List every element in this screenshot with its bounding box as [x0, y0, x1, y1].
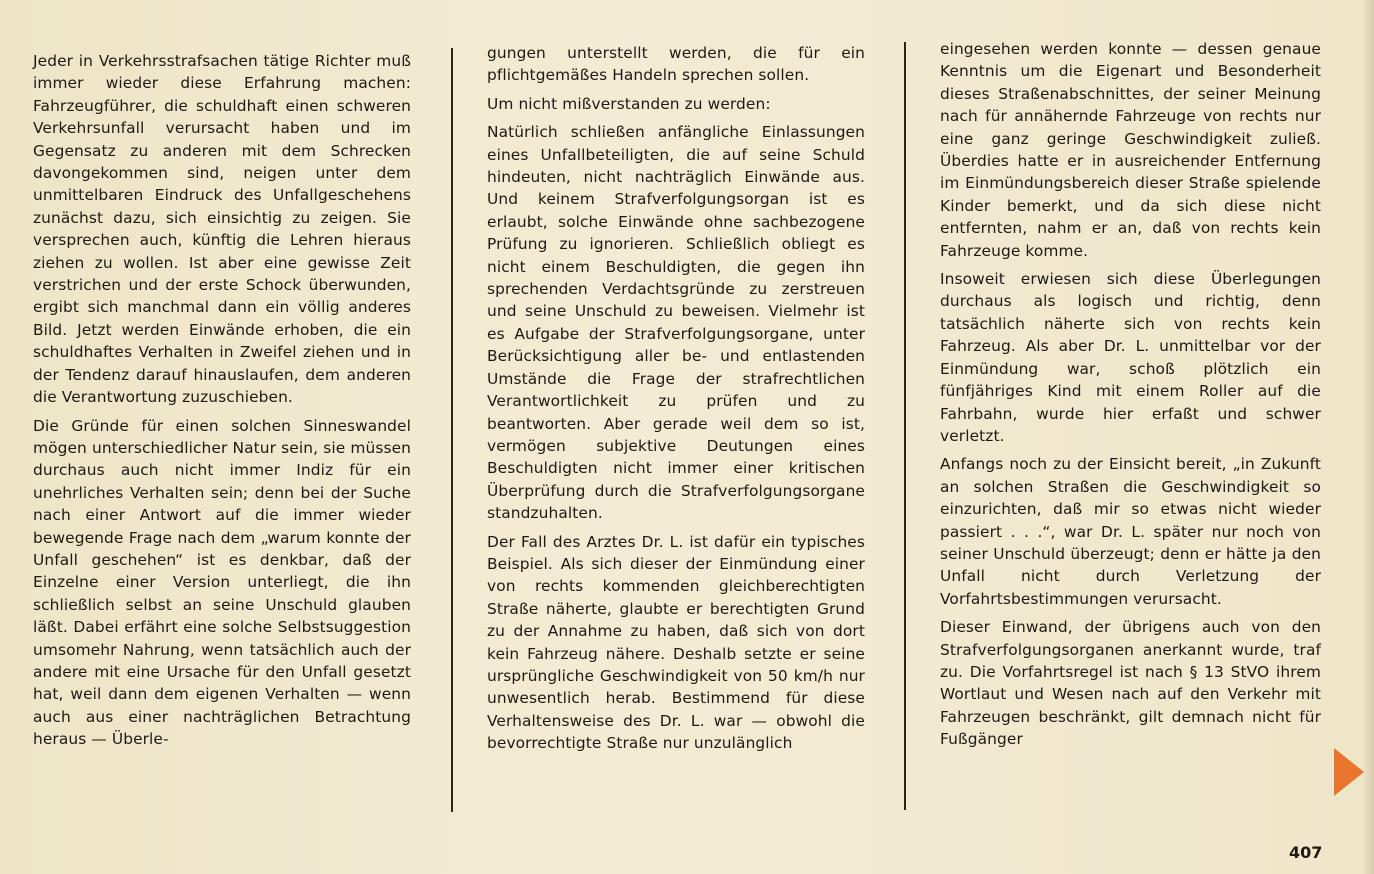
paragraph: Natürlich schließen anfängliche Einlassungen eines Unfallbeteiligten, die auf seine Schuld hindeuten, nicht nachträglich Einwände aus. Und keinem Strafverfolgungsorgan ist es erlaubt, solche Einwände ohne sachbezogene Prüfung zu ignorieren. Schließlich obliegt es nicht einem Beschuldigten, die gegen ihn sprechenden Verdachtsgründe zu zerstreuen und seine Unschuld zu beweisen. Vielmehr ist es Aufgabe der Strafverfolgungsorgane, unter Berücksichtigung aller be- und entlastenden Umstände die Frage der strafrechtlichen Verantwortlichkeit zu prüfen und zu beantworten. Aber gerade weil dem so ist, vermögen subjektive Deutungen eines Beschuldigten nicht immer einer kritischen Überprüfung durch die Strafverfolgungsorgane standzuhalten. — [487, 123, 865, 523]
text-column-1 — [33, 50, 411, 757]
column-divider — [451, 48, 453, 812]
text-column-3 — [940, 38, 1321, 757]
paragraph: Jeder in Verkehrsstrafsachen tätige Richter muß immer wieder diese Erfahrung machen: Fahrzeugführer, die schuldhaft einen schweren Verkehrsunfall verursacht haben und im Gegensatz zu anderen mit dem Schrecken davongekommen sind, neigen unter dem unmittelbaren Eindruck des Unfallgeschehens zunächst dazu, sich einsichtig zu zeigen. Sie versprechen auch, künftig die Lehren hieraus ziehen zu wollen. Ist aber eine gewisse Zeit verstrichen und der erste Schock überwunden, ergibt sich manchmal dann ein völlig anderes Bild. Jetzt werden Einwände erhoben, die ein schuldhaftes Verhalten in Zweifel ziehen und in der Tendenz darauf hinauslaufen, dem anderen die Verantwortung zuzuschieben. — [33, 52, 411, 407]
paragraph: Insoweit erwiesen sich diese Überlegungen durchaus als logisch und richtig, denn tatsächlich näherte sich von rechts kein Fahrzeug. Als aber Dr. L. unmittelbar vor der Einmündung war, schoß plötzlich ein fünfjähriges Kind mit einem Roller auf die Fahrbahn, wurde hier erfaßt und schwer verletzt. — [940, 270, 1321, 445]
page-number: 407 — [1289, 843, 1323, 862]
paragraph: Die Gründe für einen solchen Sinneswandel mögen unterschiedlicher Natur sein, sie müssen durchaus auch nicht immer Indiz für ein unehrliches Verhalten sein; denn bei der Suche nach einer Antwort auf die immer wieder bewegende Frage nach dem „warum konnte der Unfall geschehen“ ist es denkbar, daß der Einzelne einer Version unterliegt, die ihn schließlich selbst an seine Unschuld glauben läßt. Dabei erfährt eine solche Selbstsuggestion umsomehr Nahrung, wenn tatsächlich auch der andere mit eine Ursache für den Unfall gesetzt hat, weil dann dem eigenen Verhalten — wenn auch aus einer nachträglichen Betrachtung heraus — Überle- — [33, 416, 411, 749]
paragraph: Anfangs noch zu der Einsicht bereit, „in Zukunft an solchen Straßen die Geschwindigkeit so einzurichten, daß mir so etwas nicht wieder passiert . . .“, war Dr. L. später nur noch von seiner Unschuld überzeugt; denn er hätte ja den Unfall nicht durch Verletzung der Vorfahrtsbestimmungen verursacht. — [940, 455, 1321, 608]
paragraph: gungen unterstellt werden, die für ein pflichtgemäßes Handeln sprechen sollen. — [487, 44, 865, 85]
triangle-right-icon — [1334, 748, 1364, 796]
paragraph: eingesehen werden konnte — dessen genaue Kenntnis um die Eigenart und Besonderheit dieses Straßenabschnittes, der seiner Meinung nach für annähernde Fahrzeuge von rechts nur eine ganz geringe Geschwindigkeit zuließ. Überdies hatte er in ausreichender Entfernung im Einmündungsbereich dieser Straße spielende Kinder bemerkt, und da sich diese nicht entfernten, nahm er an, daß von rechts kein Fahrzeuge komme. — [940, 40, 1321, 260]
column-divider — [904, 42, 906, 810]
text-column-2 — [487, 42, 865, 761]
paragraph: Um nicht mißverstanden zu werden: — [487, 94, 771, 113]
paragraph: Der Fall des Arztes Dr. L. ist dafür ein typisches Beispiel. Als sich dieser der Einmündung einer von rechts kommenden gleichberechtigten Straße näherte, glaubte er berechtigten Grund zu der Annahme zu haben, daß sich von dort kein Fahrzeug nähere. Deshalb setzte er seine ursprüngliche Geschwindigkeit von 50 km/h nur unwesentlich herab. Bestimmend für diese Verhaltensweise des Dr. L. war — obwohl die bevorrechtigte Straße nur unzulänglich — [487, 532, 865, 753]
paragraph: Dieser Einwand, der übrigens auch von den Strafverfolgungsorganen anerkannt wurde, traf zu. Die Vorfahrtsregel ist nach § 13 StVO ihrem Wortlaut und Wesen nach auf den Verkehr mit Fahrzeugen beschränkt, gilt demnach nicht für Fußgänger — [940, 618, 1321, 749]
page-edge-shadow — [1362, 0, 1374, 874]
